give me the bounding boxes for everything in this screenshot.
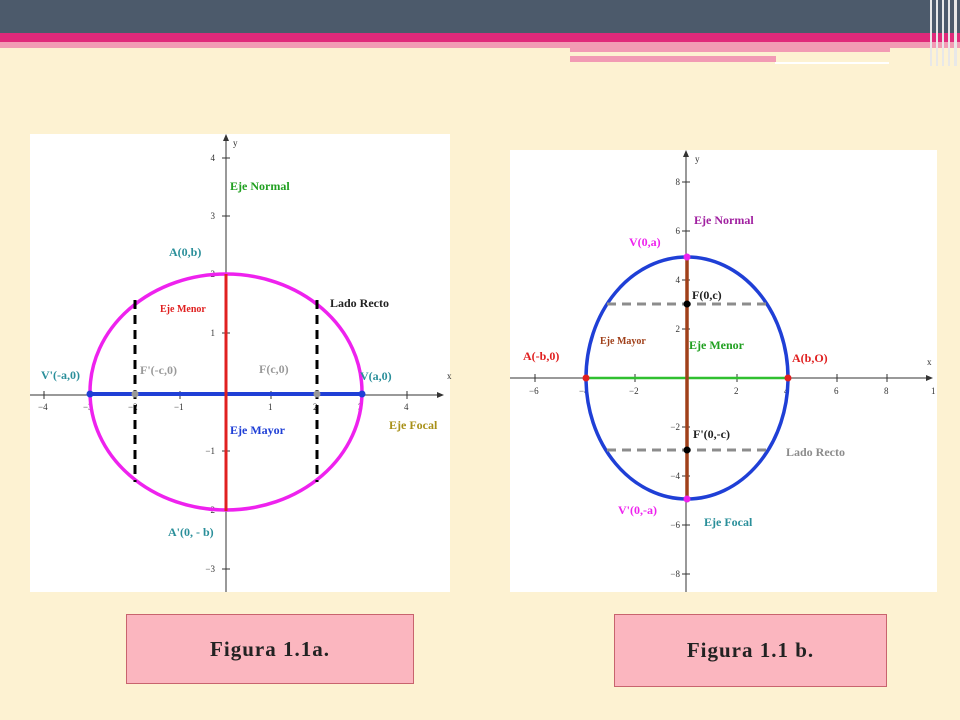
x-tick: −1 xyxy=(174,402,184,412)
y-tick: −4 xyxy=(670,471,680,481)
x-tick: 3 xyxy=(358,402,363,412)
figure-a-caption: Figura 1.1a. xyxy=(126,614,414,684)
vertex-left-label: V'(-a,0) xyxy=(41,368,80,382)
y-tick: 8 xyxy=(675,177,680,187)
y-axis-label: y xyxy=(695,154,700,164)
eje-mayor-label: Eje Mayor xyxy=(230,423,285,437)
x-tick: 1 xyxy=(931,386,936,396)
covertex-right-label: A(b,O) xyxy=(792,351,828,365)
accent-stripe xyxy=(0,33,960,42)
vertex-bottom-point xyxy=(684,496,691,503)
figure-a-graph xyxy=(30,134,450,592)
eje-normal-label: Eje Normal xyxy=(694,213,754,227)
y-tick: 4 xyxy=(675,275,680,285)
focus-right-label: F(c,0) xyxy=(259,362,289,376)
y-tick: 4 xyxy=(210,153,215,163)
y-tick: −2 xyxy=(670,422,680,432)
decorative-lines xyxy=(928,0,958,66)
vertex-right-point xyxy=(359,391,366,398)
vertex-top-label: V(0,a) xyxy=(629,235,661,249)
focus-top-label: F(0,c) xyxy=(692,288,722,302)
y-axis-label: y xyxy=(233,138,238,148)
accent-bar xyxy=(570,48,890,52)
covertex-right-point xyxy=(785,375,792,382)
eje-mayor-label: Eje Mayor xyxy=(600,336,646,347)
y-tick: 6 xyxy=(675,226,680,236)
focus-left-label: F'(-c,0) xyxy=(140,363,177,377)
point-a-prime-label: A'(0, - b) xyxy=(168,525,214,539)
y-tick: −1 xyxy=(205,446,215,456)
y-tick: 3 xyxy=(210,211,215,221)
y-tick: −3 xyxy=(205,564,215,574)
vertex-left-point xyxy=(87,391,94,398)
y-tick: −8 xyxy=(670,569,680,579)
x-tick: −4 xyxy=(579,386,589,396)
focus-bottom-label: F'(0,-c) xyxy=(693,427,730,441)
x-tick: 2 xyxy=(313,402,318,412)
accent-line xyxy=(775,62,889,64)
covertex-left-label: A(-b,0) xyxy=(523,349,560,363)
x-tick: 2 xyxy=(734,386,739,396)
y-tick: −2 xyxy=(205,505,215,515)
x-tick: 1 xyxy=(268,402,273,412)
x-axis-label: x xyxy=(927,357,932,367)
y-tick: −6 xyxy=(670,520,680,530)
focus-top-point xyxy=(684,301,691,308)
covertex-left-point xyxy=(583,375,590,382)
focus-right-point xyxy=(314,391,321,398)
eje-focal-label: Eje Focal xyxy=(389,418,438,432)
lado-recto-label: Lado Recto xyxy=(330,296,389,310)
figure-b-caption: Figura 1.1 b. xyxy=(614,614,887,687)
y-tick: 2 xyxy=(210,269,215,279)
point-a-label: A(0,b) xyxy=(169,245,202,259)
eje-normal-label: Eje Normal xyxy=(230,179,290,193)
eje-menor-label: Eje Menor xyxy=(160,304,206,315)
title-bar xyxy=(0,0,960,33)
x-tick: 4 xyxy=(784,386,789,396)
x-tick: 6 xyxy=(834,386,839,396)
eje-menor-label: Eje Menor xyxy=(689,338,744,352)
x-tick: 4 xyxy=(404,402,409,412)
vertex-right-label: V(a,0) xyxy=(360,369,392,383)
x-tick: 8 xyxy=(884,386,889,396)
vertex-bottom-label: V'(0,-a) xyxy=(618,503,657,517)
x-tick: −2 xyxy=(128,402,138,412)
lado-recto-label: Lado Recto xyxy=(786,445,845,459)
x-axis-label: x xyxy=(447,371,452,381)
focus-bottom-point xyxy=(684,447,691,454)
x-tick: −6 xyxy=(529,386,539,396)
eje-focal-label: Eje Focal xyxy=(704,515,753,529)
y-tick: 1 xyxy=(210,328,215,338)
vertex-top-point xyxy=(684,254,691,261)
x-tick: −2 xyxy=(629,386,639,396)
x-tick: −3 xyxy=(83,402,93,412)
focus-left-point xyxy=(132,391,139,398)
y-tick: 2 xyxy=(675,324,680,334)
accent-bar xyxy=(570,56,776,62)
x-tick: −4 xyxy=(38,402,48,412)
figure-b-graph xyxy=(510,150,937,592)
